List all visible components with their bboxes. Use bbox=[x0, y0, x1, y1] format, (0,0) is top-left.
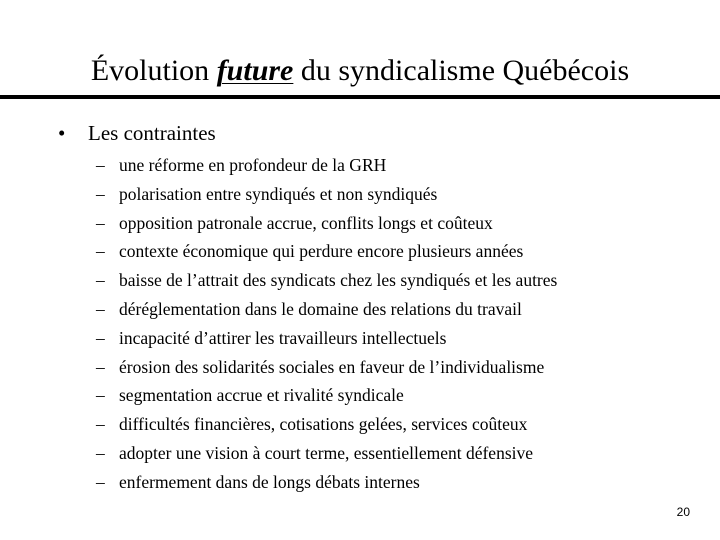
list-item-text: opposition patronale accrue, conflits longs et coûteux bbox=[119, 212, 493, 233]
dash-marker: – bbox=[96, 385, 105, 406]
list-item bbox=[96, 381, 557, 410]
dash-marker: – bbox=[96, 442, 105, 463]
list-item bbox=[96, 151, 557, 180]
list-item-text: une réforme en profondeur de la GRH bbox=[119, 155, 387, 175]
list-item bbox=[96, 353, 557, 382]
page-number: 20 bbox=[676, 505, 690, 519]
main-bullet bbox=[58, 120, 216, 146]
list-item bbox=[96, 410, 557, 439]
title-emphasis: future bbox=[216, 54, 294, 87]
list-item bbox=[96, 266, 557, 295]
dash-marker: – bbox=[96, 183, 105, 204]
list-item bbox=[96, 324, 557, 353]
list-item bbox=[96, 237, 557, 266]
title-divider bbox=[0, 95, 720, 99]
list-item-text: enfermement dans de longs débats internes bbox=[119, 471, 420, 492]
dash-marker: – bbox=[96, 471, 105, 492]
list-item-text: déréglementation dans le domaine des relations du travail bbox=[119, 298, 522, 319]
slide-title bbox=[0, 53, 720, 89]
list-item-text: segmentation accrue et rivalité syndicale bbox=[119, 385, 404, 406]
dash-marker: – bbox=[96, 212, 105, 233]
list-item bbox=[96, 439, 557, 468]
dash-marker: – bbox=[96, 414, 105, 435]
list-item-text: baisse de l’attrait des syndicats chez les syndiqués et les autres bbox=[119, 270, 558, 291]
list-item-text: difficultés financières, cotisations gelées, services coûteux bbox=[119, 414, 528, 435]
constraints-list bbox=[96, 151, 557, 497]
dash-marker: – bbox=[96, 356, 105, 377]
list-item bbox=[96, 180, 557, 209]
list-item-text: contexte économique qui perdure encore plusieurs années bbox=[119, 241, 524, 262]
list-item-text: polarisation entre syndiqués et non syndiqués bbox=[119, 183, 438, 204]
title-text-end: du syndicalisme Québécois bbox=[293, 54, 630, 87]
list-item bbox=[96, 209, 557, 238]
list-item bbox=[96, 468, 557, 497]
list-item-text: érosion des solidarités sociales en faveur de l’individualisme bbox=[119, 356, 545, 377]
dash-marker: – bbox=[96, 298, 105, 319]
title-text-start: Évolution bbox=[90, 54, 217, 87]
dash-marker: – bbox=[96, 327, 105, 348]
bullet-marker: • bbox=[58, 121, 66, 145]
list-item-text: adopter une vision à court terme, essentiellement défensive bbox=[119, 442, 534, 463]
dash-marker: – bbox=[96, 155, 105, 175]
list-item-text: incapacité d’attirer les travailleurs intellectuels bbox=[119, 327, 447, 348]
dash-marker: – bbox=[96, 241, 105, 262]
bullet-heading: Les contraintes bbox=[88, 121, 216, 145]
dash-marker: – bbox=[96, 270, 105, 291]
list-item bbox=[96, 295, 557, 324]
